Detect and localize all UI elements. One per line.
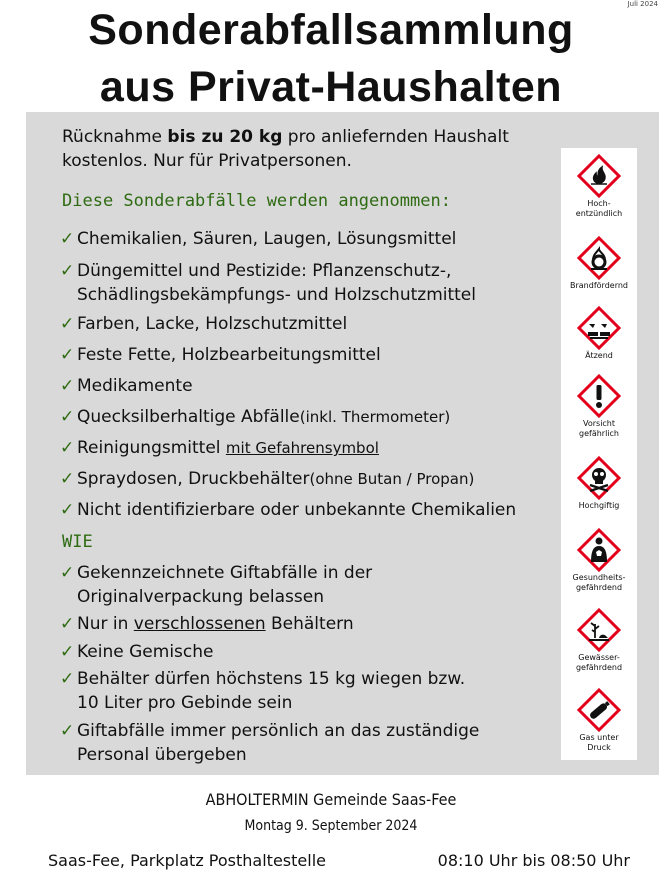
list-item (60, 436, 379, 460)
check-icon: ✓ (60, 345, 75, 365)
item-main: Quecksilberhaltige Abfälle (77, 407, 300, 427)
check-icon: ✓ (60, 376, 75, 396)
item-underlined: verschlossenen (133, 614, 266, 634)
intro-weight-limit: bis zu 20 kg (167, 127, 283, 147)
item-text: Medikamente (77, 376, 193, 396)
pickup-time: 08:10 Uhr bis 08:50 Uhr (437, 851, 630, 870)
item-text (77, 259, 476, 307)
check-icon: ✓ (60, 407, 75, 427)
list-item (60, 612, 354, 636)
hazard-symbol-oxidizing (561, 236, 637, 291)
date-stamp: Juli 2024 (627, 0, 658, 8)
item-text: Chemikalien, Säuren, Laugen, Lösungsmittel (77, 229, 457, 249)
item-line-2: Schädlingsbekämpfungs- und Holzschutzmittel (77, 285, 476, 305)
list-item (60, 343, 381, 367)
hazard-label (561, 281, 637, 291)
item-text (77, 436, 379, 460)
item-line-1: Gekennzeichnete Giftabfälle in der (77, 563, 373, 583)
item-underlined-note: mit Gefahrensymbol (225, 439, 379, 457)
item-text (77, 719, 479, 767)
check-icon: ✓ (60, 642, 75, 662)
pickup-location: Saas-Fee, Parkplatz Posthaltestelle (48, 851, 326, 870)
title-line-2: aus Privat-Haushalten (99, 63, 563, 111)
intro-post: pro anliefernden Haushalt (282, 127, 509, 147)
hazard-label (561, 501, 637, 511)
hazard-symbol-irritant (561, 374, 637, 439)
hazard-label-line-1: Hochgiftig (578, 501, 620, 510)
hazard-symbol-corrosive (561, 306, 637, 361)
hazard-symbol-toxic (561, 456, 637, 511)
hazard-label-line-1: Gas unter (579, 733, 619, 742)
pickup-heading: ABHOLTERMIN Gemeinde Saas-Fee (205, 790, 457, 809)
health-hazard-icon (577, 528, 621, 572)
item-line-2: Originalverpackung belassen (77, 587, 324, 607)
hazard-label-line-2: gefährdend (575, 663, 623, 672)
list-item (60, 467, 474, 491)
list-item (60, 227, 456, 251)
list-item (60, 259, 476, 307)
flame-icon (577, 154, 621, 198)
check-icon: ✓ (60, 500, 75, 520)
hazard-label-line-2: gefährlich (579, 429, 619, 438)
list-item (60, 719, 479, 767)
item-note: (inkl. Thermometer) (299, 408, 451, 426)
list-item (60, 498, 516, 522)
list-item (60, 667, 465, 715)
environment-icon (577, 608, 621, 652)
check-icon: ✓ (60, 261, 75, 281)
item-line-2: Personal übergeben (77, 745, 247, 765)
check-icon: ✓ (60, 669, 75, 689)
hazard-label-line-1: Vorsicht (582, 419, 616, 428)
list-item (60, 374, 193, 398)
list-item (60, 561, 372, 609)
hazard-label (561, 199, 637, 219)
intro-line-1 (62, 125, 509, 149)
hazard-label-line-1: Hoch- (587, 199, 611, 208)
hazard-symbol-flammable (561, 154, 637, 219)
page-title (0, 2, 662, 116)
hazard-label-line-1: Gewässer- (578, 653, 620, 662)
intro-line-2: kostenlos. Nur für Privatpersonen. (62, 151, 352, 171)
item-text: Feste Fette, Holzbearbeitungsmittel (77, 345, 381, 365)
intro-pre: Rücknahme (62, 127, 168, 147)
accepted-heading: Diese Sonderabfälle werden angenommen: (62, 191, 451, 211)
hazard-label-line-2: entzündlich (575, 209, 623, 218)
hazard-label-line-1: Ätzend (585, 351, 613, 360)
item-text: Keine Gemische (77, 642, 214, 662)
hazard-symbol-health (561, 528, 637, 593)
skull-icon (577, 456, 621, 500)
hazard-label (561, 733, 637, 753)
check-icon: ✓ (60, 563, 75, 583)
item-text (77, 561, 372, 609)
item-main: Spraydosen, Druckbehälter (77, 469, 310, 489)
item-main: Reinigungsmittel (77, 438, 226, 458)
check-icon: ✓ (60, 721, 75, 741)
hazard-symbol-gas (561, 688, 637, 753)
hazard-label (561, 573, 637, 593)
hazard-symbols-sidebar (561, 148, 637, 760)
check-icon: ✓ (60, 469, 75, 489)
item-note: (ohne Butan / Propan) (309, 470, 475, 488)
item-post: Behältern (265, 614, 354, 634)
check-icon: ✓ (60, 438, 75, 458)
list-item (60, 405, 450, 429)
item-text (77, 612, 354, 636)
item-line-1: Düngemittel und Pestizide: Pflanzenschutz-, (77, 261, 452, 281)
title-line-1: Sonderabfallsammlung (88, 6, 574, 54)
hazard-label-line-2: gefährdend (575, 583, 623, 592)
item-text (77, 467, 474, 491)
hazard-label-line-1: Brandfördernd (570, 281, 628, 290)
flame-over-circle-icon (577, 236, 621, 280)
hazard-label (561, 653, 637, 673)
hazard-label (561, 351, 637, 361)
list-item (60, 640, 213, 664)
exclamation-icon (577, 374, 621, 418)
item-line-2: 10 Liter pro Gebinde sein (77, 693, 293, 713)
hazard-label-line-2: Druck (587, 743, 611, 752)
hazard-label-line-1: Gesundheits- (572, 573, 626, 582)
item-pre: Nur in (77, 614, 134, 634)
wie-heading: WIE (62, 532, 93, 552)
gas-cylinder-icon (577, 688, 621, 732)
corrosion-icon (577, 306, 621, 350)
item-line-1: Behälter dürfen höchstens 15 kg wiegen bzw. (77, 669, 466, 689)
list-item (60, 312, 347, 336)
hazard-symbol-environment (561, 608, 637, 673)
item-text (77, 405, 450, 429)
item-text: Farben, Lacke, Holzschutzmittel (77, 314, 348, 334)
pickup-date: Montag 9. September 2024 (244, 818, 418, 834)
intro-text (62, 125, 509, 173)
check-icon: ✓ (60, 229, 75, 249)
check-icon: ✓ (60, 614, 75, 634)
item-text (77, 667, 465, 715)
hazard-label (561, 419, 637, 439)
item-text: Nicht identifizierbare oder unbekannte Chemikalien (77, 500, 517, 520)
item-line-1: Giftabfälle immer persönlich an das zuständige (77, 721, 480, 741)
check-icon: ✓ (60, 314, 75, 334)
